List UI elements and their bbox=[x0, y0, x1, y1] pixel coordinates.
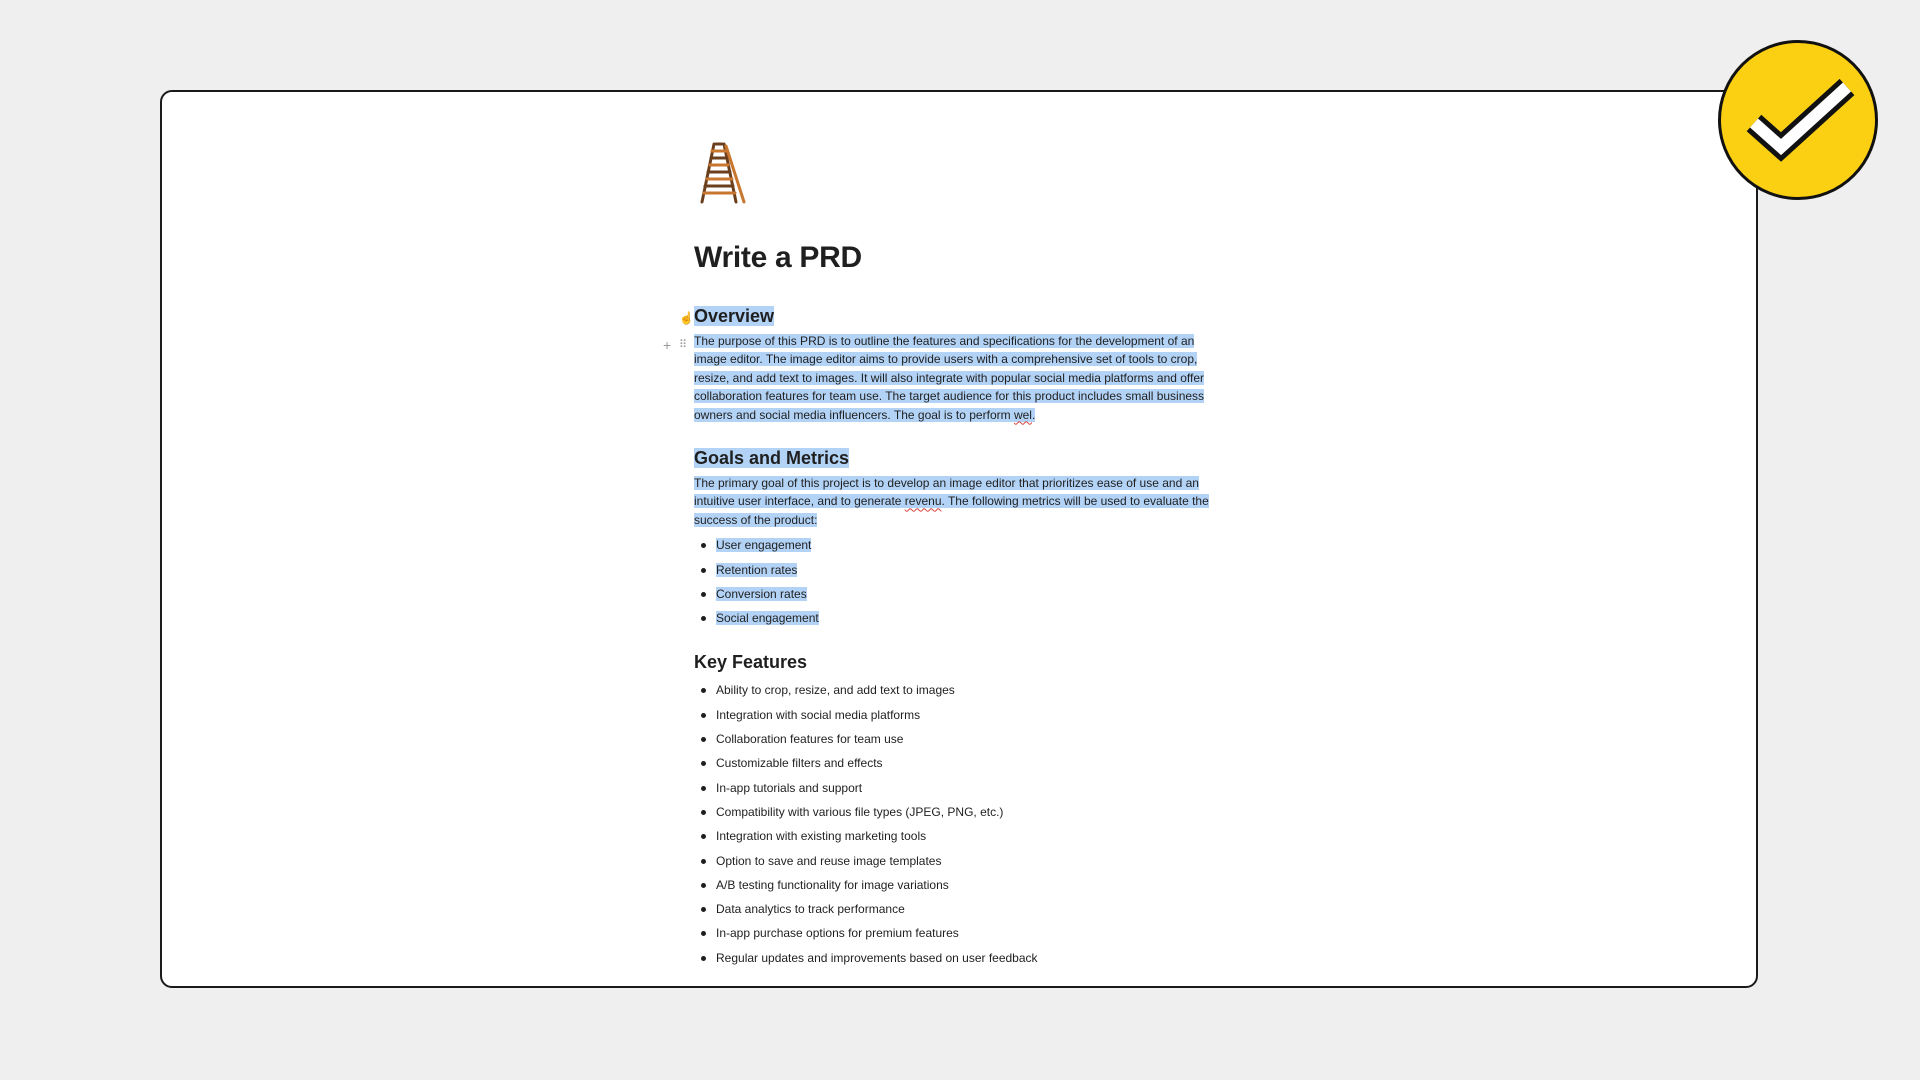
check-badge bbox=[1718, 40, 1878, 200]
drag-handle-icon[interactable]: ⠿ bbox=[679, 339, 687, 351]
list-item[interactable]: Retention rates bbox=[694, 558, 1234, 582]
goals-section bbox=[694, 446, 1234, 630]
list-item[interactable]: Ability to crop, resize, and add text to images bbox=[694, 678, 1234, 702]
list-item[interactable]: A/B testing functionality for image variations bbox=[694, 873, 1234, 897]
add-block-icon[interactable]: + bbox=[663, 337, 672, 353]
list-item[interactable]: Conversion rates bbox=[694, 582, 1234, 606]
list-item[interactable]: User engagement bbox=[694, 533, 1234, 557]
list-item[interactable]: Regular updates and improvements based on user feedback bbox=[694, 946, 1234, 970]
list-item[interactable]: Compatibility with various file types (JPEG, PNG, etc.) bbox=[694, 800, 1234, 824]
overview-text-end: . bbox=[1031, 407, 1036, 422]
hand-cursor-icon: ☝ bbox=[679, 311, 694, 325]
overview-text: The purpose of this PRD is to outline the features and specifications for the development of an image editor. The image editor aims to provide users with a comprehensive set of tools to crop, resize, and add text to images. It will also integrate with popular social media platforms and offer collaboration features for team use. The target audience for this product includes small business owners and social media influencers. The goal is to perform bbox=[694, 334, 1205, 422]
metrics-list bbox=[694, 533, 1234, 630]
checkmark-icon bbox=[1721, 43, 1875, 197]
list-item[interactable]: Integration with social media platforms bbox=[694, 703, 1234, 727]
list-item[interactable]: Option to save and reuse image templates bbox=[694, 849, 1234, 873]
misspelled-word: wel bbox=[1013, 407, 1032, 422]
overview-heading-text: Overview bbox=[694, 306, 775, 326]
features-heading[interactable]: Key Features bbox=[694, 652, 808, 673]
goals-text-end: . The following metrics will be used to evaluate the success of the product: bbox=[694, 494, 1209, 527]
list-item[interactable]: Integration with existing marketing tools bbox=[694, 824, 1234, 848]
overview-paragraph[interactable] bbox=[694, 332, 1230, 424]
document-page bbox=[663, 140, 1234, 970]
list-item[interactable]: Social engagement bbox=[694, 606, 1234, 630]
goals-text: The primary goal of this project is to develop an image editor that prioritizes ease of use and an intuitive user interface, and to generate bbox=[694, 476, 1199, 509]
misspelled-word: revenu bbox=[904, 494, 942, 509]
features-section bbox=[694, 650, 1234, 970]
overview-block bbox=[663, 332, 1234, 424]
list-item[interactable]: Collaboration features for team use bbox=[694, 727, 1234, 751]
features-list bbox=[694, 678, 1234, 970]
goals-heading[interactable] bbox=[694, 446, 1234, 470]
goals-paragraph[interactable] bbox=[694, 474, 1230, 529]
list-item[interactable]: Customizable filters and effects bbox=[694, 751, 1234, 775]
page-title[interactable]: Write a PRD bbox=[694, 241, 862, 274]
goals-heading-text: Goals and Metrics bbox=[694, 448, 850, 469]
list-item[interactable]: In-app tutorials and support bbox=[694, 776, 1234, 800]
list-item[interactable]: Data analytics to track performance bbox=[694, 897, 1234, 921]
overview-heading[interactable] bbox=[694, 304, 1234, 328]
list-item[interactable]: In-app purchase options for premium features bbox=[694, 921, 1234, 945]
overview-section bbox=[663, 304, 1234, 424]
ladder-icon[interactable] bbox=[694, 140, 750, 204]
